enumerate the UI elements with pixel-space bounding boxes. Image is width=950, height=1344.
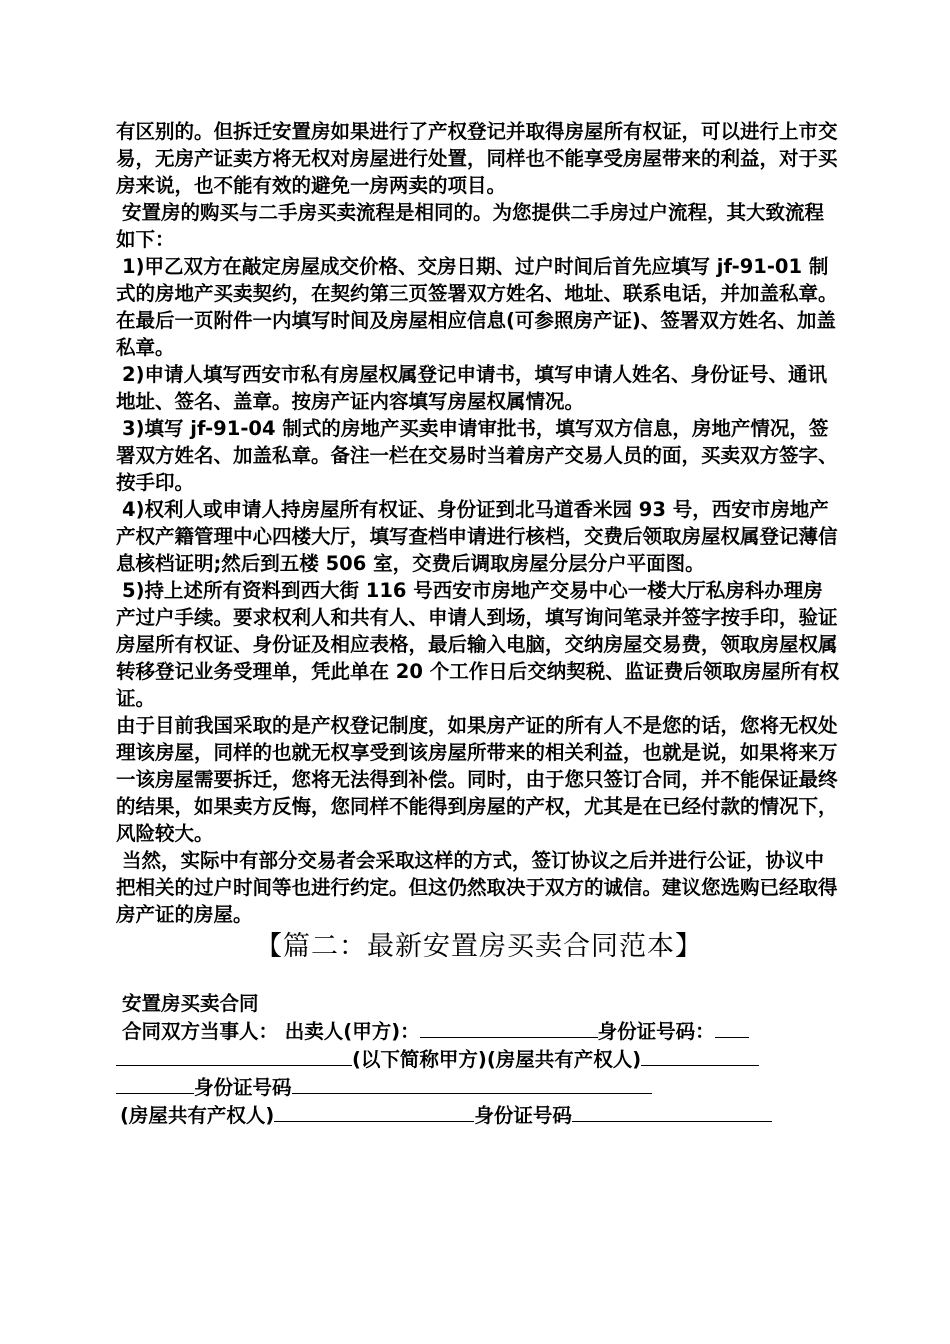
seller-id-blank[interactable] — [715, 1017, 749, 1038]
paragraph-risk: 由于目前我国采取的是产权登记制度，如果房产证的所有人不是您的话，您将无权处理该房屋，同样的也就无权享受到该房屋所带来的相关利益，也就是说，如果将来万一该房屋需要拆迁，您将无法得到补偿。同时，由于您只签订合同，并不能保证最终的结果，如果卖方反悔，您同样不能得到房屋的产权，尤其是在已经付款的情况下，风险较大。 — [116, 714, 838, 845]
paragraph-step-1: 1)甲乙双方在敲定房屋成交价格、交房日期、过户时间后首先应填写 jf-91-01 制式的房地产买卖契约，在契约第三页签署双方姓名、地址、联系电话，并加盖私章。在最后一页附件一内填写时间及房屋相应信息(可参照房产证)、签署双方姓名、加盖私章。 — [116, 255, 838, 359]
co-owner-2-id-label: 身份证号码 — [474, 1104, 572, 1127]
paragraph-step-2: 2)申请人填写西安市私有房屋权属登记申请书，填写申请人姓名、身份证号、通讯地址、签名、盖章。按房产证内容填写房屋权属情况。 — [116, 363, 827, 413]
seller-id-label: 身份证号码： — [597, 1020, 715, 1043]
section-heading: 【篇二：最新安置房买卖合同范本】 — [255, 931, 703, 962]
co-owner-1-name-blank[interactable] — [641, 1045, 759, 1066]
seller-name-blank[interactable] — [420, 1017, 598, 1038]
contract-parties-line — [122, 1017, 842, 1045]
paragraph-advice: 当然，实际中有部分交易者会采取这样的方式，签订协议之后并进行公证，协议中把相关的过户时间等也进行约定。但这仍然取决于双方的诚信。建议您选购已经取得房产证的房屋。 — [116, 849, 838, 926]
co-owner-2-id-blank[interactable] — [572, 1101, 772, 1122]
shorthand-label: (以下简称甲方)(房屋共有产权人) — [352, 1048, 642, 1071]
co-owner-2-name-blank[interactable] — [274, 1101, 474, 1122]
contract-co-owner-2-line — [120, 1101, 842, 1129]
co-owner-1-name-blank-continued[interactable] — [116, 1073, 194, 1094]
paragraph-process-intro: 安置房的购买与二手房买卖流程是相同的。为您提供二手房过户流程，其大致流程如下： — [116, 201, 825, 251]
seller-id-blank-continued[interactable] — [116, 1045, 352, 1066]
document-page — [116, 118, 842, 1129]
co-owner-1-id-label: 身份证号码 — [194, 1076, 292, 1099]
paragraph-step-5: 5)持上述所有资料到西大街 116 号西安市房地产交易中心一楼大厅私房科办理房产过户手续。要求权利人和共有人、申请人到场，填写询问笔录并签字按手印，验证房屋所有权证、身份证及相应表格，最后输入电脑，交纳房屋交易费，领取房屋权属转移登记业务受理单，凭此单在 20 个工作日后交纳契税、监证费后领取房屋所有权证。 — [116, 579, 840, 710]
paragraph-step-3: 3)填写 jf-91-04 制式的房地产买卖申请审批书，填写双方信息，房地产情况，签署双方姓名、加盖私章。备注一栏在交易时当着房产交易人员的面，买卖双方签字、按手印。 — [116, 417, 838, 494]
co-owner-2-label: (房屋共有产权人) — [120, 1104, 275, 1127]
paragraph-step-4: 4)权利人或申请人持房屋所有权证、身份证到北马道香米园 93 号，西安市房地产产权产籍管理中心四楼大厅，填写查档申请进行核档，交费后领取房屋权属登记薄信息核档证明;然后到五楼 506 室，交费后调取房屋分层分户平面图。 — [116, 498, 838, 575]
contract-co-owner-1-id-line — [116, 1073, 842, 1101]
co-owner-1-id-blank[interactable] — [292, 1073, 652, 1094]
paragraph-intro: 有区别的。但拆迁安置房如果进行了产权登记并取得房屋所有权证，可以进行上市交易，无房产证卖方将无权对房屋进行处置，同样也不能享受房屋带来的利益，对于买房来说，也不能有效的避免一房两卖的项目。 — [116, 120, 838, 197]
contract-title: 安置房买卖合同 — [122, 992, 259, 1015]
seller-label: 合同双方当事人： 出卖人(甲方)： — [122, 1020, 420, 1043]
contract-shorthand-line — [116, 1045, 842, 1073]
